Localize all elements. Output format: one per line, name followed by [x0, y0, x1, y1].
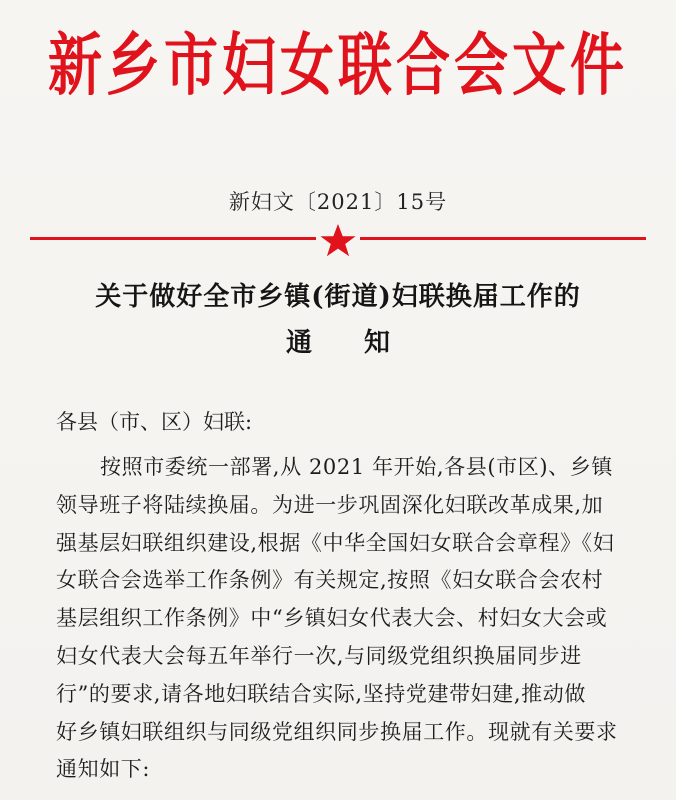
title-char-zhi: 知 — [364, 328, 391, 358]
body-line: 女联合会选举工作条例》有关规定,按照《妇女联合会农村 — [56, 568, 604, 593]
body-line: 按照市委统一部署,从 2021 年开始,各县(市区)、乡镇 — [100, 455, 613, 479]
title-char-tong: 通 — [285, 328, 312, 358]
red-divider — [0, 228, 676, 252]
body-line: 强基层妇联组织建设,根据《中华全国妇女联合会章程》《妇 — [56, 530, 615, 555]
body-line: 领导班子将陆续换届。为进一步巩固深化妇联改革成果,加 — [56, 492, 604, 517]
body-line: 妇女代表大会每五年举行一次,与同级党组织换届同步进 — [56, 643, 582, 668]
masthead-title: 新乡市妇女联合会文件 — [48, 25, 628, 105]
body-line: 通知如下: — [56, 757, 151, 782]
document-title-line-2 — [0, 322, 676, 359]
salutation: 各县（市、区）妇联: — [56, 410, 253, 434]
divider-line-left — [30, 237, 316, 240]
document-title-line-1: 关于做好全市乡镇(街道)妇联换届工作的 — [95, 282, 581, 312]
body-line: 好乡镇妇联组织与同级党组织同步换届工作。现就有关要求 — [56, 719, 618, 744]
red-star-icon — [318, 222, 358, 258]
divider-line-right — [360, 237, 646, 240]
document-number: 新妇文〔2021〕15号 — [228, 190, 448, 214]
body-line: 基层组织工作条例》中“乡镇妇女代表大会、村妇女大会或 — [56, 606, 608, 631]
body-line: 行”的要求,请各地妇联结合实际,坚持党建带妇建,推动做 — [56, 681, 586, 706]
body-text — [56, 452, 646, 792]
